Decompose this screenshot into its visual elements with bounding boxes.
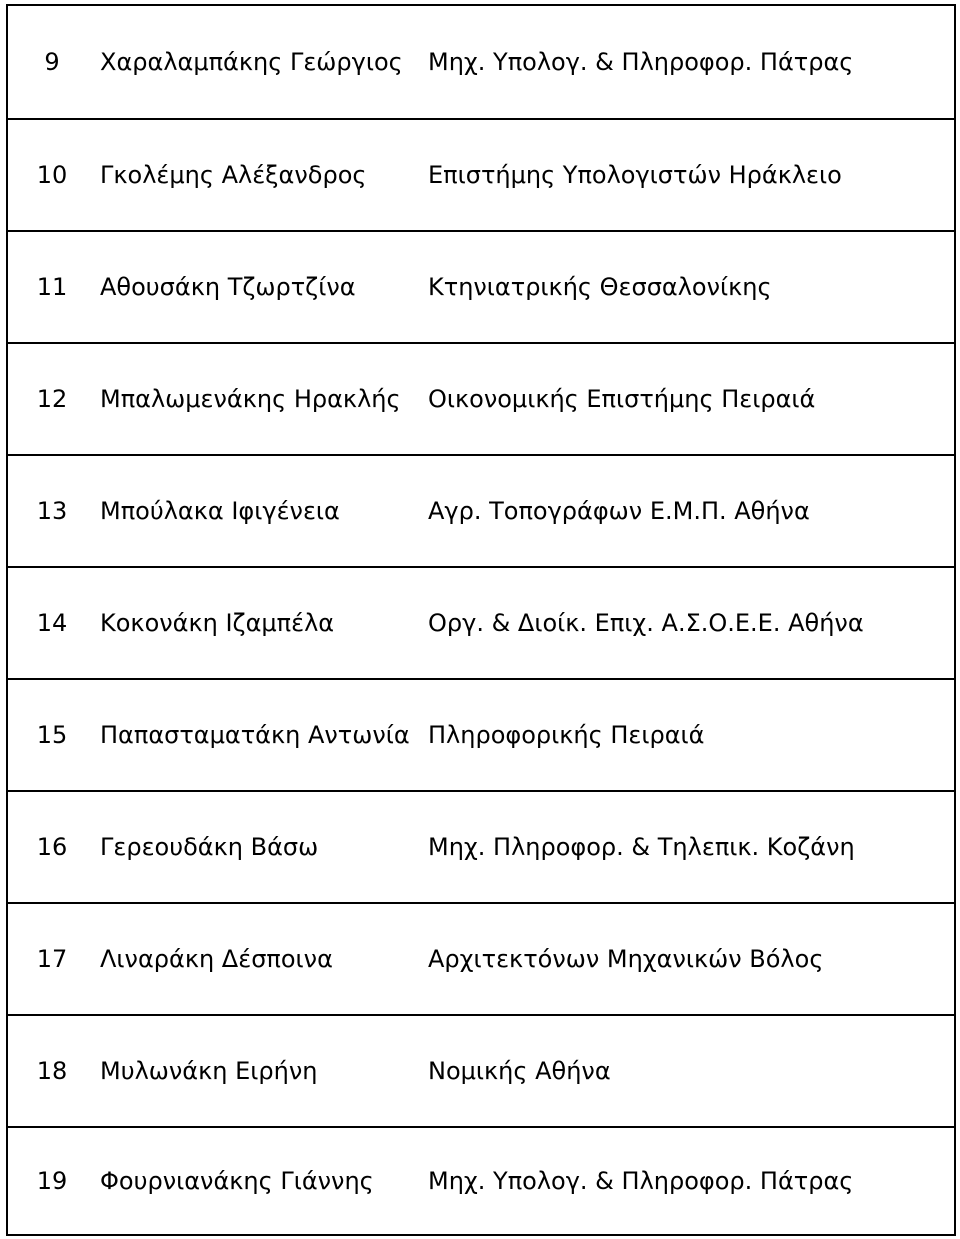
rank-cell: 12 [36,385,68,413]
school-cell: Επιστήμης Υπολογιστών Ηράκλειο [428,161,842,189]
table-row [8,118,954,230]
table-row [8,454,954,566]
student-name-cell: Αθουσάκη Τζωρτζίνα [100,273,356,301]
school-cell: Αγρ. Τοπογράφων Ε.Μ.Π. Αθήνα [428,497,810,525]
results-table [6,4,956,1236]
student-name-cell: Παπασταματάκη Αντωνία [100,721,410,749]
rank-cell: 19 [36,1167,68,1195]
student-name-cell: Γερεουδάκη Βάσω [100,833,319,861]
school-cell: Μηχ. Υπολογ. & Πληροφορ. Πάτρας [428,48,854,76]
table-row [8,1126,954,1234]
table-row [8,342,954,454]
table-row [8,566,954,678]
school-cell: Οικονομικής Επιστήμης Πειραιά [428,385,816,413]
student-name-cell: Μπούλακα Ιφιγένεια [100,497,340,525]
rank-cell: 11 [36,273,68,301]
school-cell: Πληροφορικής Πειραιά [428,721,705,749]
student-name-cell: Κοκονάκη Ιζαμπέλα [100,609,335,637]
rank-cell: 9 [44,48,60,76]
school-cell: Νομικής Αθήνα [428,1057,611,1085]
student-name-cell: Γκολέμης Αλέξανδρος [100,161,367,189]
rank-cell: 10 [36,161,68,189]
table-row [8,902,954,1014]
table-row [8,790,954,902]
table-row [8,230,954,342]
rank-cell: 14 [36,609,68,637]
student-name-cell: Μπαλωμενάκης Ηρακλής [100,385,401,413]
school-cell: Οργ. & Διοίκ. Επιχ. Α.Σ.Ο.Ε.Ε. Αθήνα [428,609,864,637]
rank-cell: 13 [36,497,68,525]
school-cell: Αρχιτεκτόνων Μηχανικών Βόλος [428,945,824,973]
school-cell: Κτηνιατρικής Θεσσαλονίκης [428,273,772,301]
rank-cell: 17 [36,945,68,973]
rank-cell: 15 [36,721,68,749]
rank-cell: 16 [36,833,68,861]
table-row [8,1014,954,1126]
student-name-cell: Μυλωνάκη Ειρήνη [100,1057,318,1085]
student-name-cell: Λιναράκη Δέσποινα [100,945,333,973]
school-cell: Μηχ. Πληροφορ. & Τηλεπικ. Κοζάνη [428,833,855,861]
table-row [8,678,954,790]
student-name-cell: Χαραλαμπάκης Γεώργιος [100,48,403,76]
student-name-cell: Φουρνιανάκης Γιάννης [100,1167,374,1195]
school-cell: Μηχ. Υπολογ. & Πληροφορ. Πάτρας [428,1167,854,1195]
table-row [8,6,954,118]
rank-cell: 18 [36,1057,68,1085]
